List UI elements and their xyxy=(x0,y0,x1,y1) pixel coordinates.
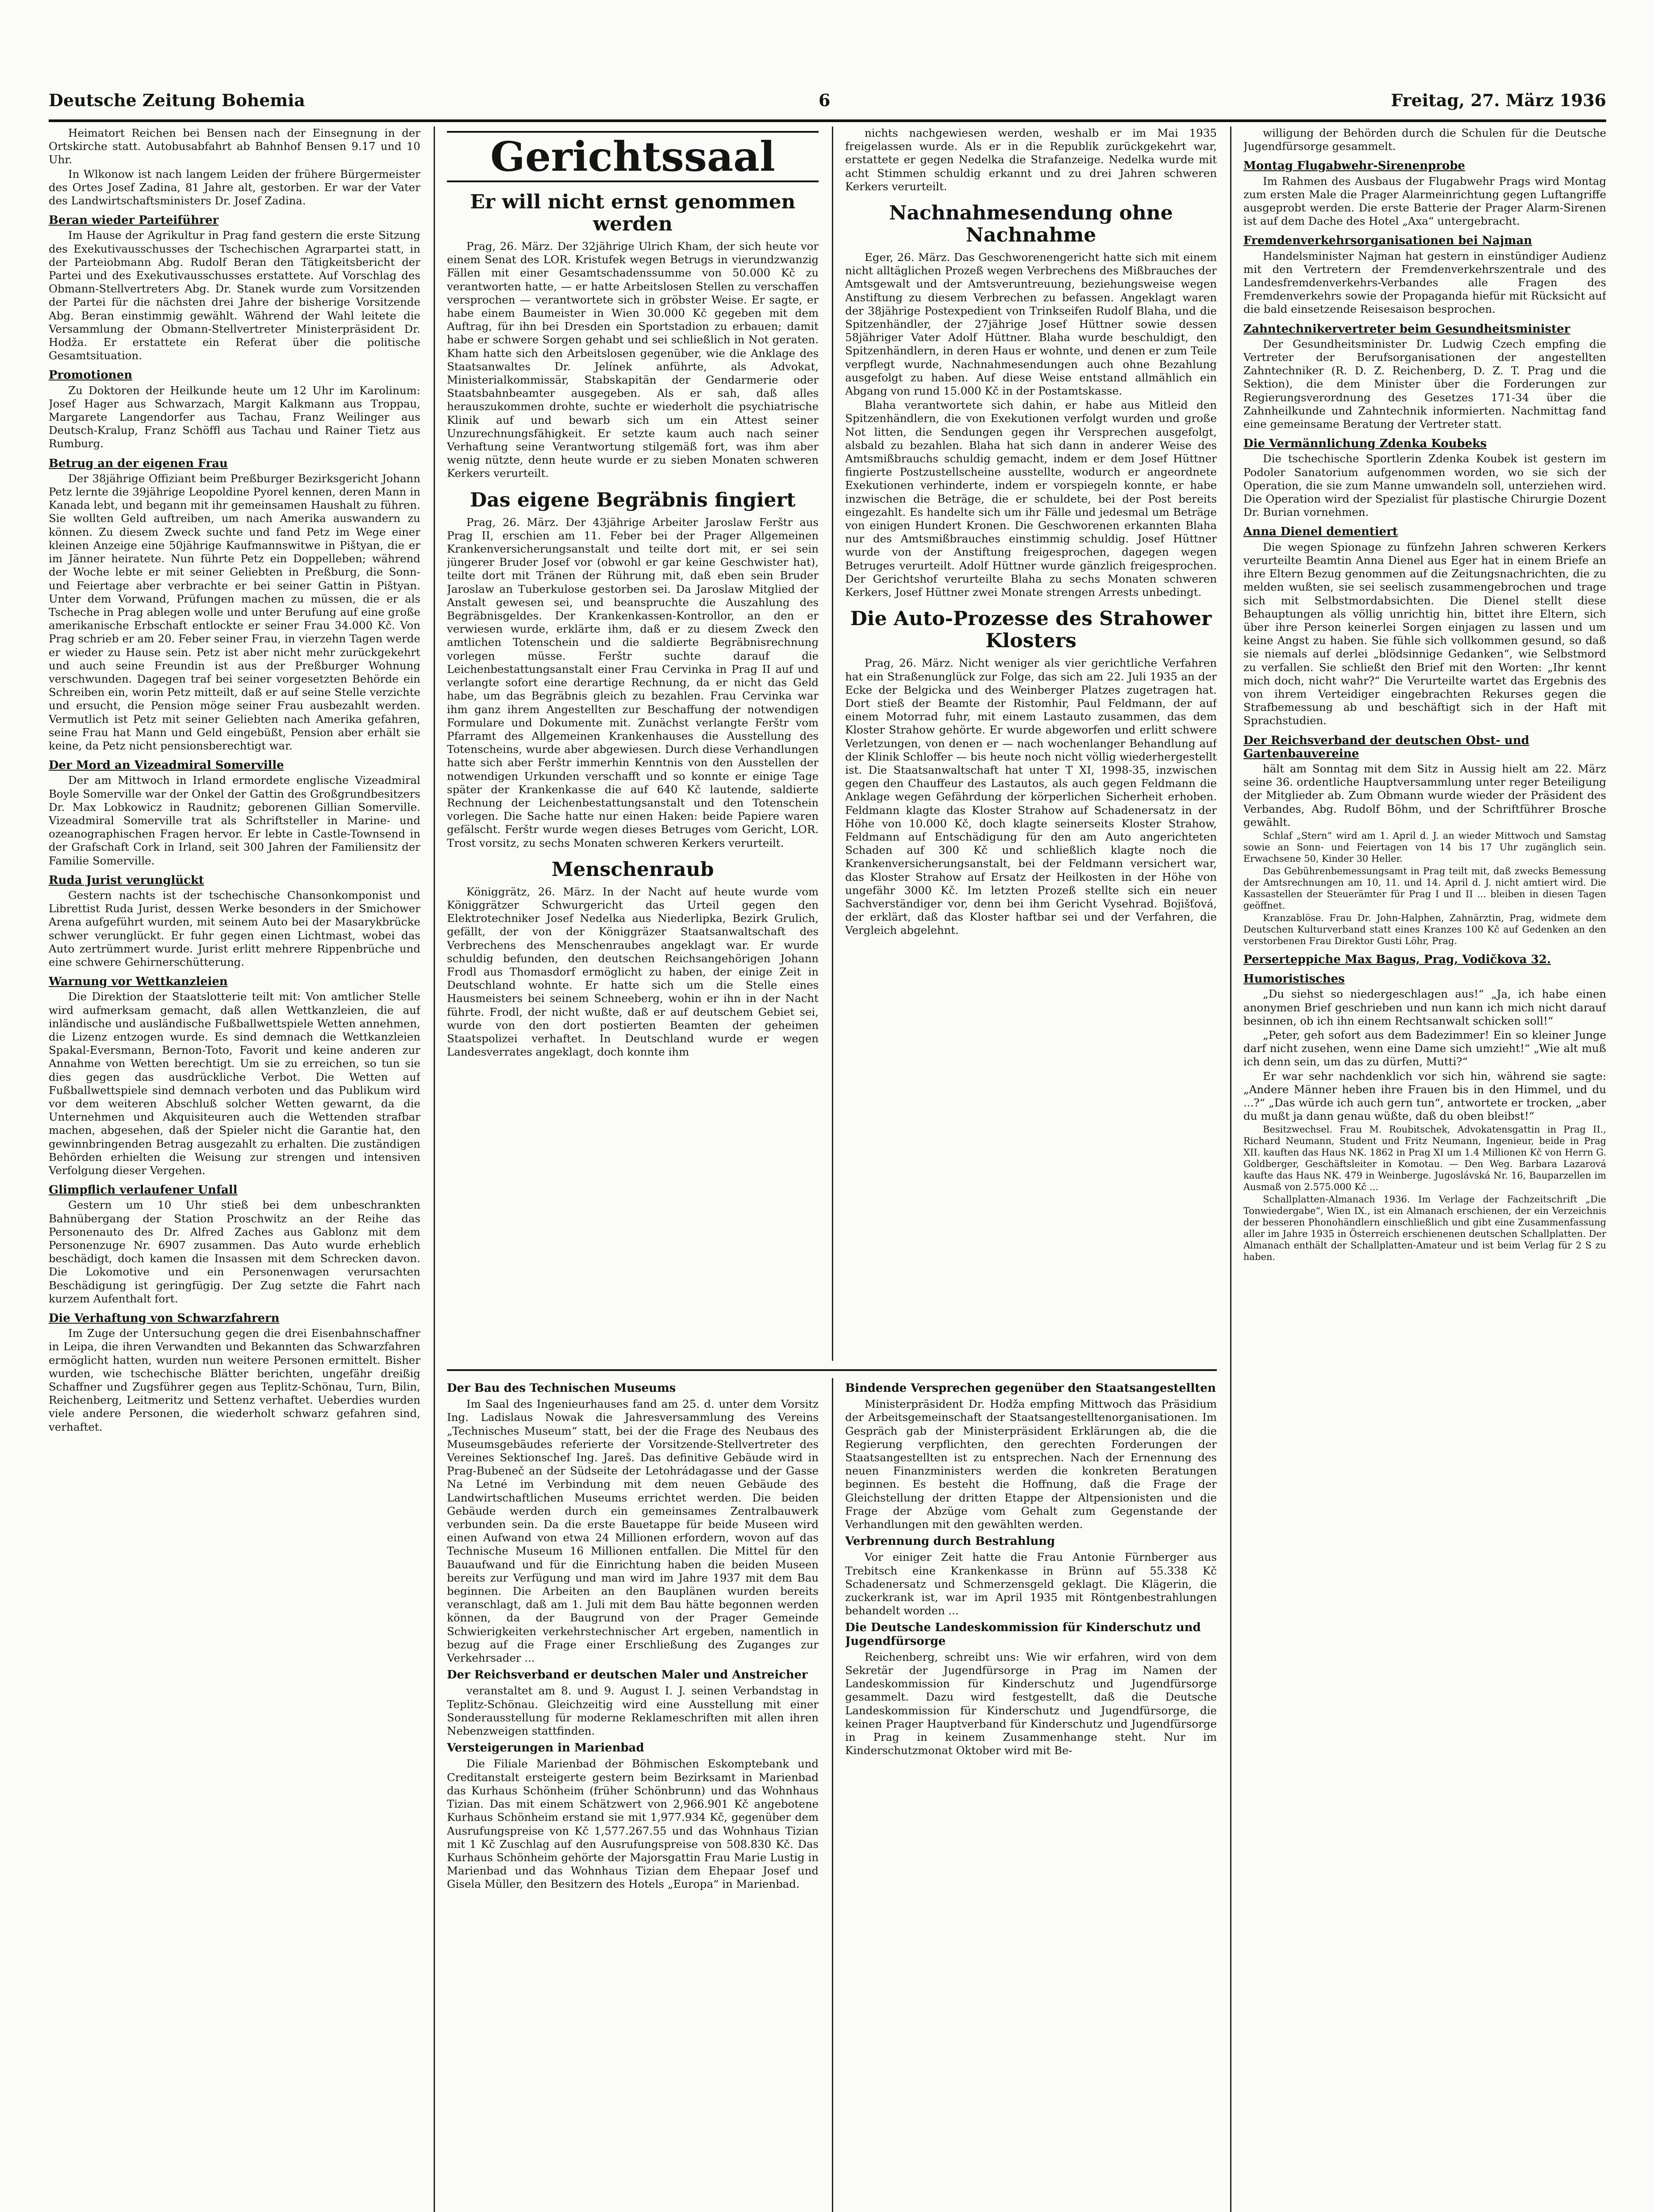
notice: Kranzablöse. Frau Dr. John-Halphen, Zahnärztin, Prag, widmete dem Deutschen Kulturverband statt eines Kranzes 100 Kč auf Gedenken an den verstorbenen Frau Direktor Gusti Löhr, Prag. xyxy=(1243,912,1606,946)
paragraph: „Peter, geh sofort aus dem Badezimmer! Ein so kleiner Junge darf nicht zusehen, wenn eine Dame sich umzieht!“ „Wie alt muß ich denn sein, um das zu dürfen, Mutti?“ xyxy=(1243,1028,1606,1068)
headline: Der Mord an Vizeadmiral Somerville xyxy=(49,759,284,772)
paragraph: Vor einiger Zeit hatte die Frau Antonie Fürnberger aus Trebitsch eine Krankenkasse in Brünn auf 55.338 Kč Schadenersatz und Schmerzensgeld geklagt. Die Klägerin, die zuckerkrank ist, war im April 1935 mit Röntgenbestrahlungen behandelt worden ... xyxy=(845,1551,1217,1617)
headline: Anna Dienel dementiert xyxy=(1243,525,1398,539)
headline: Der Reichsverband er deutschen Maler und Anstreicher xyxy=(447,1668,808,1682)
paragraph: Die wegen Spionage zu fünfzehn Jahren schweren Kerkers verurteilte Beamtin Anna Dienel aus Eger hat in einem Briefe an ihre Eltern Bezug genommen auf die Zeitungsnachrichten, die zu melden wußten, sie sei seelisch zusammengebrochen und trage sich mit Selbstmordabsichten. Die Dienel stellt diese Behauptungen als völlig unrichtig hin, bittet ihre Eltern, sich über ihre Person keinerlei Sorgen einjagen zu lassen und um keine Angst zu haben. Sie fühle sich vollkommen gesund, so daß sie niemals auf derlei „blödsinnige Gedanken“, wie Selbstmord zu verfallen. Sie schließt den Brief mit den Worten: „Ihr kennt mich doch, nicht wahr?“ Die Verurteilte wartet das Ergebnis des von ihrem Verteidiger eingebrachten Rekurses gegen die Strafbemessung ab und beschäftigt sich in der Haft mit Sprachstudien. xyxy=(1243,540,1606,727)
headline: Beran wieder Parteiführer xyxy=(49,214,219,227)
headline: Die Verhaftung von Schwarzfahrern xyxy=(49,1312,280,1325)
column-3 xyxy=(845,127,1217,1361)
section-rule xyxy=(447,1369,1217,1371)
paragraph: Ministerpräsident Dr. Hodža empfing Mittwoch das Präsidium der Arbeitsgemeinschaft der Staatsangestelltenorganisationen. Im Gespräch gab der Ministerpräsident Erklärungen ab, die die Regierung verpflichten, den gerechten Forderungen der Staatsangestellten ist zu entsprechen. Nach der Ernennung des neuen Finanzministers werden die konkreten Beratungen beginnen. Es besteht die Hoffnung, daß die Frage der Gleichstellung der dritten Etappe der Altpensionisten und die Frage der Abzüge vom Gehalt zum Gegenstande der Verhandlungen mit den gewählten werden. xyxy=(845,1398,1217,1531)
paragraph: Blaha verantwortete sich dahin, er habe aus Mitleid den Spitzenhändlern, die von Exekutionen verfolgt wurden und große Not litten, die Sendungen gegen ihr Versprechen ausgefolgt, alsbald zu bezahlen. Blaha hat sich dann in anderer Weise des Amtsmißbrauchs schuldig gemacht, indem er dem Josef Hüttner fingierte Postzustellscheine ausstellte, wodurch er angeordnete Exekutionen verhinderte, indem er vorspiegeln konnte, er habe inzwischen die Beträge, die er schuldete, bei der Post bereits eingezahlt. Es handelte sich um ihr Fälle und jedesmal um Beträge von einigen Hundert Kronen. Die Geschworenen erkannten Blaha nur des Amtsmißbrauches einstimmig schuldig. Josef Hüttner wurde von der Anstiftung freigesprochen, dagegen wegen Betruges verurteilt. Adolf Hüttner wurde gänzlich freigesprochen. Der Gerichtshof verurteilte Blaha zu sechs Monaten schweren Kerkers, Josef Hüttner zwei Monate strengen Arrests unbedingt. xyxy=(845,399,1217,599)
notice: Das Gebührenbemessungsamt in Prag teilt mit, daß zwecks Bemessung der Amtsrechnungen am 10, 11. und 14. April d. J. nicht amtiert wird. Die Kassastellen der Steuerämter für Prag I und II ... bleiben in diesen Tagen geöffnet. xyxy=(1243,865,1606,911)
paragraph: veranstaltet am 8. und 9. August I. J. seinen Verbandstag in Teplitz-Schönau. Gleichzeitig wird eine Ausstellung mit einer Sonderausstellung für moderne Reklameschriften mit allen ihren Nebenzweigen stattfinden. xyxy=(447,1684,819,1738)
column-divider xyxy=(1230,127,1231,2212)
newspaper-name: Deutsche Zeitung Bohemia xyxy=(49,90,305,110)
notice: Schallplatten-Almanach 1936. Im Verlage der Fachzeitschrift „Die Tonwiedergabe“, Wien IX., ist ein Almanach erschienen, der ein Verzeichnis der besseren Phonohändlern einschließlich und gibt eine Zusammenfassung aller im Jahre 1935 in Österreich erschienenen deutschen Schallplatten. Der Almanach enthält der Schallplatten-Amateur und ist beim Verlag für 2 S zu haben. xyxy=(1243,1194,1606,1263)
article-title: Er will nicht ernst genommen werden xyxy=(470,191,796,235)
paragraph: Im Saal des Ingenieurhauses fand am 25. d. unter dem Vorsitz Ing. Ladislaus Nowak die Jahresversammlung des Vereins „Technisches Museum“ statt, bei der die Frage des Neubaus des Museumsgebäudes referierte der Vorsitzende-Stellvertreter des Vereines Sektionschef Ing. Jareš. Das definitive Gebäude wird in Prag-Bubeneč an der Südseite der Letohrádagasse und der Gasse Na Letné im Verbindung mit dem neuen Gebäude des Landwirtschaftlichen Museums errichtet werden. Die beiden Gebäude werden durch ein gemeinsames Zentralbauwerk verbunden sein. Da die erste Bauetappe für beide Museen wird einen Aufwand von etwa 24 Millionen erfordern, wovon auf das Technische Museum 16 Millionen entfallen. Die Mittel für den Bauaufwand und für die Einrichtung haben die beiden Museen bereits zur Verfügung und man wird im Jahre 1937 mit dem Bau beginnen. Die Arbeiten an den Bauplänen wurden bereits veranschlagt, daß am 1. Juli mit dem Bau hätte begonnen werden können, da der Baugrund von der Prager Gemeinde Schwierigkeiten verkehrstechnischer Art ergeben, namentlich in bezug auf die Frage einer Erschließung des Zuganges zur Verkehrsader ... xyxy=(447,1398,819,1665)
paragraph: Im Hause der Agrikultur in Prag fand gestern die erste Sitzung des Exekutivausschusses der Tschechischen Agrarpartei statt, in der Parteiobmann Abg. Rudolf Beran den Tätigkeitsbericht der Partei und des Exekutivausschusses erstattete. Auf Vorschlag des Obmann-Stellvertreters Abg. Dr. Stanek wurde zum Vorsitzenden der Partei für die nächsten drei Jahre der bisherige Vorsitzende Abg. Beran einstimmig gewählt. Während der Wahl leitete die Versammlung der Obmann-Stellvertreter Ministerpräsident Dr. Hodža. Er erstattete ein Referat über die politische Gesamtsituation. xyxy=(49,229,420,362)
paragraph: Der am Mittwoch in Irland ermordete englische Vizeadmiral Boyle Somerville war der Onkel der Gattin des Großgrundbesitzers Dr. Max Lobkowicz in Raudnitz; geborenen Gillian Somerville. Vizeadmiral Somerville trat als Schriftsteller in Marine- und ozeanographischen Fragen hervor. Er lebte in Castle-Townsend in der Grafschaft Cork in Irland, seit 300 Jahren der Familiensitz der Familie Somerville. xyxy=(49,774,420,867)
headline: Versteigerungen in Marienbad xyxy=(447,1741,644,1755)
headline: Glimpflich verlaufener Unfall xyxy=(49,1183,238,1197)
notice: Besitzwechsel. Frau M. Roubitschek, Advokatensgattin in Prag II., Richard Neumann, Student und Fritz Neumann, Ingenieur, beide in Prag XII. kauften das Haus NK. 1862 in Prag XI um 1.4 Millionen Kč von Herrn G. Goldberger, Geschäftsleiter in Komotau. — Den Weg. Barbara Lazarová kaufte das Haus NK. 479 in Weinberge. Jugoslávská Nr. 16, Bauparzellen im Ausmaß von 2.575.000 Kč ... xyxy=(1243,1124,1606,1193)
paragraph: hält am Sonntag mit dem Sitz in Aussig hielt am 22. März seine 36. ordentliche Hauptversammlung unter reger Beteiligung der Mitglieder ab. Zum Obmann wurde wieder der Präsident des Verbandes, Abg. Rudolf Böhm, und der Schriftführer Brosche gewählt. xyxy=(1243,762,1606,829)
headline: Warnung vor Wettkanzleien xyxy=(49,975,228,989)
issue-date: Freitag, 27. März 1936 xyxy=(1391,90,1606,110)
paragraph: Königgrätz, 26. März. In der Nacht auf heute wurde vom Königgrätzer Schwurgericht das Urteil gegen den Elektrotechniker Josef Nedelka aus Niederlipka, Bezirk Grulich, gefällt, der von der Königgräzer Staatsanwaltschaft des Verbrechens des Menschenraubes angeklagt war. Er wurde schuldig befunden, den deutschen Reichsangehörigen Johann Frodl aus Thomasdorf ermöglicht zu haben, der einige Zeit in Deutschland wohnte. Er hatte sich um die Stelle eines Hausmeisters bei seinem Schneeberg, wohin er ihn in der Nacht führte. Frodl, der nicht wußte, daß er auf deutschem Gebiet sei, wurde von den dort postierten Beamten der geheimen Staatspolizei verhaftet. In Deutschland wurde er wegen Landesverrates angeklagt, doch konnte ihm xyxy=(447,885,819,1059)
headline: Zahntechnikervertreter beim Gesundheitsminister xyxy=(1243,322,1570,336)
paragraph: Gestern um 10 Uhr stieß bei dem unbeschrankten Bahnübergang der Station Proschwitz an der Reihe das Personenauto des Dr. Alfred Zaches aus Gablonz mit dem Personenzuge Nr. 6907 zusammen. Das Auto wurde erheblich beschädigt, doch kamen die Insassen mit dem Schrecken davon. Die Lokomotive und ein Personenwagen verursachten Beschädigung ist geringfügig. Der Zug setzte die Fahrt nach kurzem Aufenthalt fort. xyxy=(49,1198,420,1305)
article-title: Nachnahmesendung ohne Nachnahme xyxy=(889,202,1173,247)
headline: Promotionen xyxy=(49,369,133,382)
headline: Betrug an der eigenen Frau xyxy=(49,457,228,470)
headline: Die Vermännlichung Zdenka Koubeks xyxy=(1243,437,1487,451)
column-4 xyxy=(1243,127,1606,2212)
paragraph: Heimatort Reichen bei Bensen nach der Einsegnung in der Ortskirche statt. Autobusabfahrt ab Bahnhof Bensen 9.17 und 10 Uhr. xyxy=(49,127,420,166)
column-divider xyxy=(832,127,833,1361)
paragraph: Er war sehr nachdenklich vor sich hin, während sie sagte: „Andere Männer heben ihre Frauen bis in den Himmel, und du ...?“ „Das würde ich auch gern tun“, antwortete er trocken, „aber du mußt ja dann genau wüßte, daß du oben bleibst!“ xyxy=(1243,1069,1606,1123)
bottom-block-right xyxy=(845,1378,1217,2212)
paragraph: Reichenberg, schreibt uns: Wie wir erfahren, wird von dem Sekretär der Jugendfürsorge in Prag im Namen der Landeskommission für Kinderschutz und Jugendfürsorge gesammelt. Dazu wird festgestellt, daß die Deutsche Landeskommission für Kinderschutz und Jugendfürsorge, die keinen Prager Hauptverband für Kinderschutz und Jugendfürsorge in Prag in keinem Zusammenhange steht. Nur im Kinderschutzmonat Oktober wird mit Be- xyxy=(845,1650,1217,1757)
paragraph: Handelsminister Najman hat gestern in einstündiger Audienz mit den Vertretern der Fremdenverkehrszentrale und des Landesfremdenverkehrs-Verbandes alle Fragen des Fremdenverkehrs sowie der Propaganda hiefür mit Rücksicht auf die bald einsetzende Reisesaison besprochen. xyxy=(1243,249,1606,316)
paragraph: „Du siehst so niedergeschlagen aus!“ „Ja, ich habe einen anonymen Brief geschrieben und nun kann ich mich nicht darauf besinnen, ob ich ihn einem Rechtsanwalt schicken soll!“ xyxy=(1243,987,1606,1027)
bottom-block-left xyxy=(447,1378,819,2212)
article-title: Die Auto-Prozesse des Strahower Klosters xyxy=(850,607,1212,653)
paragraph: In Wlkonow ist nach langem Leiden der frühere Bürgermeister des Ortes Josef Zadina, 81 Jahre alt, gestorben. Er war der Vater des Landwirtschaftsministers Dr. Josef Zadina. xyxy=(49,167,420,207)
column-2 xyxy=(447,127,819,1361)
paragraph: Die Direktion der Staatslotterie teilt mit: Von amtlicher Stelle wird aufmerksam gemacht, daß allen Wettkanzleien, die auf inländische und ausländische Fußballwettspiele Wetten annehmen, die Lizenz entzogen wurde. Es sind demnach die Wettkanzleien Spakal-Eversmann, Bernon-Toto, Favorit und keine anderen zur Annahme von Wetten berechtigt. Um sie zu erreichen, so tun sie dies gegen das ausdrückliche Verbot. Die Wetten auf Fußballwettspiele sind demnach verboten und das Publikum wird vor dem weiteren Abschluß solcher Wetten gewarnt, da die Unternehmen und Akquisiteuren auch die Wettenden strafbar machen, abgesehen, daß der Spieler nicht die Garantie hat, den gewinnbringenden Betrag ausgezahlt zu erhalten. Die zuständigen Behörden erhielten die Weisung zur strengen und intensiven Verfolgung dieser Vergehen. xyxy=(49,990,420,1177)
headline: Bindende Versprechen gegenüber den Staatsangestellten xyxy=(845,1382,1216,1395)
headline: Der Bau des Technischen Museums xyxy=(447,1382,676,1395)
section-title: Gerichtssaal xyxy=(447,131,819,182)
paragraph: Der Gesundheitsminister Dr. Ludwig Czech empfing die Vertreter der Berufsorganisationen der angestellten Zahntechniker (R. D. Z. Reichenberg, D. Z. T. Prag und die Sektion), die dem Minister über die Forderungen zur Regierungsverordnung des Gesetzes 171-34 über die Zahnheilkunde und Zahntechnik informierten. Nachmittag fand eine gemeinsame Beratung der Vertreter statt. xyxy=(1243,337,1606,431)
notice: Schlaf „Stern“ wird am 1. April d. J. an wieder Mittwoch und Samstag sowie an Sonn- und Feiertagen von 14 bis 17 Uhr zugänglich sein. Erwachsene 50, Kinder 30 Heller. xyxy=(1243,830,1606,864)
masthead-bar xyxy=(49,84,1606,122)
article-title: Menschenraub xyxy=(551,858,714,881)
paragraph: Prag, 26. März. Der 32jährige Ulrich Kham, der sich heute vor einem Senat des LOR. Kristufek wegen Betrugs in vierundzwanzig Fällen mit einer Gesamtschadenssumme von 50.000 Kč zu verantworten hatte, — er hatte Arbeitslosen Stellen zu verschaffen versprochen — verantwortete sich in gröbster Weise. Er sagte, er habe einem Baumeister in Wien 30.000 Kč gegeben mit dem Auftrag, für ihn bei Dresden ein Sportstadion zu erbauen; damit habe er schwere Sorgen gehabt und sei schließlich in Not geraten. Kham hatte sich den Arbeitslosen gegenüber, wie die Anklage des Staatsanwaltes Dr. Jelínek anführte, als Advokat, Ministerialkommissär, Stabskapitän der Gendarmerie oder Staatsbahnbeamter ausgegeben. Als er sah, daß alles herauszukommen drohte, suchte er wiederholt die psychiatrische Klinik auf und bewarb sich um ein Attest seiner Unzurechnungsfähigkeit. Er setzte kaum auch nach seiner Verhaftung seine Verantwortung stilgemäß fort, was ihm aber wenig nützte, denn heute wurde er zu sieben Monaten schweren Kerkers verurteilt. xyxy=(447,240,819,480)
paragraph: Prag, 26. März. Der 43jährige Arbeiter Jaroslaw Ferštr aus Prag II, erschien am 11. Feber bei der Prager Allgemeinen Krankenversicherungsanstalt und teilte dort mit, er sei sein jüngerer Bruder Josef vor (obwohl er gar keine Geschwister hat), teilte dort mit Tränen der Rührung mit, daß eben sein Bruder Jaroslaw an Tuberkulose gestorben sei. Da Jaroslaw Mitglied der Anstalt gewesen sei, und beanspruchte die Auszahlung des Begräbnisgeldes. Der Krankenkassen-Kontrollor, an den er verwiesen wurde, erklärte ihm, daß er zu diesem Zweck den amtlichen Totenschein und die saldierte Begräbnisrechnung vorlegen müsse. Ferštr suchte darauf die Leichenbestattungsanstalt einer Frau Cervinka in Prag II auf und verlangte sofort eine derartige Rechnung, da er nicht das Geld habe, um das Begräbnis gleich zu bezahlen. Frau Cervinka war ihm ganz ihrem Angestellten zur Beschaffung der notwendigen Formulare und Dokumente mit. Zunächst verlangte Ferštr vom Pfarramt des Allgemeinen Krankenhauses die Ausstellung des Totenscheins, wurde aber abgewiesen. Durch diese Verhandlungen hatte sich aber Ferštr immerhin Kenntnis von den Ausstellen der notwendigen Urkunden verschafft und so konnte er einige Tage später der Krankenkasse die auf 640 Kč lautende, saldierte Rechnung der Leichenbestattungsanstalt und den Totenschein vorlegen. Die Sache hatte nur einen Haken: beide Papiere waren gefälscht. Ferštr wurde wegen dieses Betruges vom Gericht, LOR. Trost vorsitz, zu sechs Monaten schweren Kerkers verurteilt. xyxy=(447,515,819,849)
paragraph: Im Zuge der Untersuchung gegen die drei Eisenbahnschaffner in Leipa, die ihren Verwandten und Bekannten das Schwarzfahren ermöglicht hatten, wurden nun weitere Personen ermittelt. Bisher wurden, wie tschechische Blätter berichten, ungefähr dreißig Schaffner und Zugsführer gegen aus Teplitz-Schönau, Turn, Bilin, Reichenberg, Leitmeritz und Settenz verhaftet. Ueberdies wurden viele andere Personen, die wiederholt schwarz gefahren sind, verhaftet. xyxy=(49,1327,420,1433)
headline: Der Reichsverband der deutschen Obst- und Gartenbauvereine xyxy=(1243,733,1530,760)
advertisement: Perserteppiche Max Bagus, Prag, Vodičkova 32. xyxy=(1243,952,1551,966)
paragraph: Der 38jährige Offiziant beim Preßburger Bezirksgericht Johann Petz lernte die 39jährige Leopoldine Pyorel kennen, deren Mann in Kanada lebt, und begann mit ihr gemeinsamen Haushalt zu führen. Sie wollten Geld auftreiben, um nach Amerika auswandern zu können. Zu diesem Zweck suchte und fand Petz im Wege einer kleinen Anzeige eine 50jährige Kaufmannswitwe in Pištyan, die er im Jänner heiratete. Nun führte Petz ein Doppelleben; während der Woche lebte er mit seiner Geliebten in Preßburg, die Sonn- und Feiertage aber verbrachte er bei seiner Gattin in Pištyan. Unter dem Vorwand, Prüfungen machen zu müssen, die er als Tscheche in Prag ablegen wolle und unter Berufung auf eine große amerikanische Erbschaft entlockte er seiner Frau 34.000 Kč. Von Prag schrieb er am 20. Feber seiner Frau, in vierzehn Tagen werde er wieder zu Hause sein. Petz ist aber nicht mehr zurückgekehrt und auch seine Freundin ist aus der Preßburger Wohnung verschwunden. Dagegen traf bei seiner vorgesetzten Behörde ein Schreiben ein, worin Petz mitteilt, daß er auf seine Stelle verzichte und ersucht, die Pension möge seiner Frau ausbezahlt werden. Vermutlich ist Petz mit seiner Geliebten nach Amerika gefahren, seine Frau hat Mann und Geld eingebüßt, Pension aber erhält sie keine, da Petz nicht pensionsberechtigt war. xyxy=(49,472,420,752)
paragraph: Im Rahmen des Ausbaus der Flugabwehr Prags wird Montag zum ersten Male die Prager Alarmeinrichtung gegen Luftangriffe ausgeprobt werden. Die erste Batterie der Prager Alarm-Sirenen ist auf dem Dache des Hotel „Axa“ untergebracht. xyxy=(1243,174,1606,228)
column-divider xyxy=(434,127,435,2212)
page-number: 6 xyxy=(819,90,831,110)
headline: Die Deutsche Landeskommission für Kinderschutz und Jugendfürsorge xyxy=(845,1621,1201,1648)
headline: Humoristisches xyxy=(1243,972,1345,986)
paragraph: Die tschechische Sportlerin Zdenka Koubek ist gestern im Podoler Sanatorium aufgenommen worden, wo sie sich der Operation, die sie zum Manne umwandeln soll, unterziehen wird. Die Operation wird der Spezialist für plastische Chirurgie Dozent Dr. Burian vornehmen. xyxy=(1243,452,1606,519)
column-divider xyxy=(832,1378,833,2212)
headline: Montag Flugabwehr-Sirenenprobe xyxy=(1243,159,1466,173)
headline: Verbrennung durch Bestrahlung xyxy=(845,1535,1055,1548)
headline: Fremdenverkehrsorganisationen bei Najman xyxy=(1243,234,1532,248)
paragraph: Eger, 26. März. Das Geschworenengericht hatte sich mit einem nicht alltäglichen Prozeß wegen Verbrechens des Mißbrauches der Amtsgewalt und der Amtsveruntreuung, beziehungsweise wegen Anstiftung zu diesem Verbrechen zu befassen. Angeklagt waren der 38jährige Postexpedient von Trinkseifen Rudolf Blaha, und die Spitzenhändler, der 27jährige Josef Hüttner sowie dessen 58jähriger Vater Adolf Hüttner. Blaha wurde beschuldigt, den Spitzenhändlern, in deren Haus er wohnte, und denen er zum Teile verpflegt wurde, Nachnahmesendungen auch ohne Bezahlung ausgefolgt zu haben. Auf diese Weise entstand allmählich ein Abgang von rund 15.000 Kč in der Postamtskasse. xyxy=(845,251,1217,398)
paragraph: Gestern nachts ist der tschechische Chansonkomponist und Librettist Ruda Jurist, dessen Werke besonders in der Smichower Arena aufgeführt wurden, mit seinem Auto bei der Masarykbrücke schwer verunglückt. Er fuhr gegen einen Lichtmast, wobei das Auto zertrümmert wurde. Jurist erlitt mehrere Rippenbrüche und eine schwere Gehirnerschütterung. xyxy=(49,888,420,968)
paragraph: Zu Doktoren der Heilkunde heute um 12 Uhr im Karolinum: Josef Hager aus Schwarzach, Margit Kalkmann aus Troppau, Margarete Langendorfer aus Tachau, Franz Weilinger aus Deutsch-Kralup, Franz Schöffl aus Tachau und Rainer Tietz aus Rumburg. xyxy=(49,384,420,450)
headline: Ruda Jurist verunglückt xyxy=(49,873,204,887)
paragraph: Prag, 26. März. Nicht weniger als vier gerichtliche Verfahren hat ein Straßenunglück zur Folge, das sich am 22. Juli 1935 an der Ecke der Belgicka und des Weinberger Platzes zugetragen hat. Dort stieß der Beamte der Ristomhir, Paul Feldmann, der auf einem Motorrad fuhr, mit einem Lastauto zusammen, das dem Kloster Strahow gehörte. Er wurde abgeworfen und erlitt schwere Verletzungen, von denen er — nach wochenlanger Behandlung auf der Klinik Schloffer — bis heute noch nicht völlig wiederhergestellt ist. Die Staatsanwaltschaft hat unter T XI, 1998-35, inzwischen gegen den Chauffeur des Lastautos, als auch gegen Feldmann die Anklage wegen Gefährdung der körperlichen Sicherheit erhoben. Feldmann klagte das Kloster Strahow auf Schadenersatz in der Höhe von 10.000 Kč, doch klagte seinerseits Kloster Strahow, Feldmann auf Entschädigung für den am Auto angerichteten Schaden auf 300 Kč und schließlich klagte noch die Krankenversicherungsanstalt, bei der Feldmann versichert war, das Kloster Strahow auf Ersatz der Heilkosten in der Höhe von ungefähr 3000 Kč. Im letzten Prozeß stellte sich ein neuer Sachverständiger vor, denn bei ihm Gericht Vysehrad. Bojišťová, der erklärt, daß das Kloster haftbar sei und der Verfahren, die Vergleich abgelehnt. xyxy=(845,657,1217,937)
article-title: Das eigene Begräbnis fingiert xyxy=(470,488,796,511)
paragraph: willigung der Behörden durch die Schulen für die Deutsche Jugendfürsorge gesammelt. xyxy=(1243,127,1606,153)
paragraph: Die Filiale Marienbad der Böhmischen Eskomptebank und Creditanstalt ersteigerte gestern beim Bezirksamt in Marienbad das Kurhaus Schönheim (früher Schönbrunn) und das Wohnhaus Tizian. Das mit einem Schätzwert von 2,966.901 Kč angebotene Kurhaus Schönheim erstand sie mit 1,977.934 Kč, gegenüber dem Ausrufungspreise von Kč 1,577.267.55 und das Wohnhaus Tizian mit 1 Kč Zuschlag auf den Ausrufungspreise von 508.830 Kč. Das Kurhaus Schönheim gehörte der Majorsgattin Frau Marie Lustig in Marienbad und das Wohnhaus Tizian dem Ehepaar Josef und Gisela Müller, den Besitzern des Hotels „Europa“ in Marienbad. xyxy=(447,1757,819,1891)
column-1 xyxy=(49,127,420,2212)
paragraph: nichts nachgewiesen werden, weshalb er im Mai 1935 freigelassen wurde. Als er in die Republik zurückgekehrt war, erstattete er gegen Nedelka die Strafanzeige. Nedelka wurde mit acht Stimmen schuldig erkannt und zu drei Jahren schweren Kerkers verurteilt. xyxy=(845,127,1217,193)
